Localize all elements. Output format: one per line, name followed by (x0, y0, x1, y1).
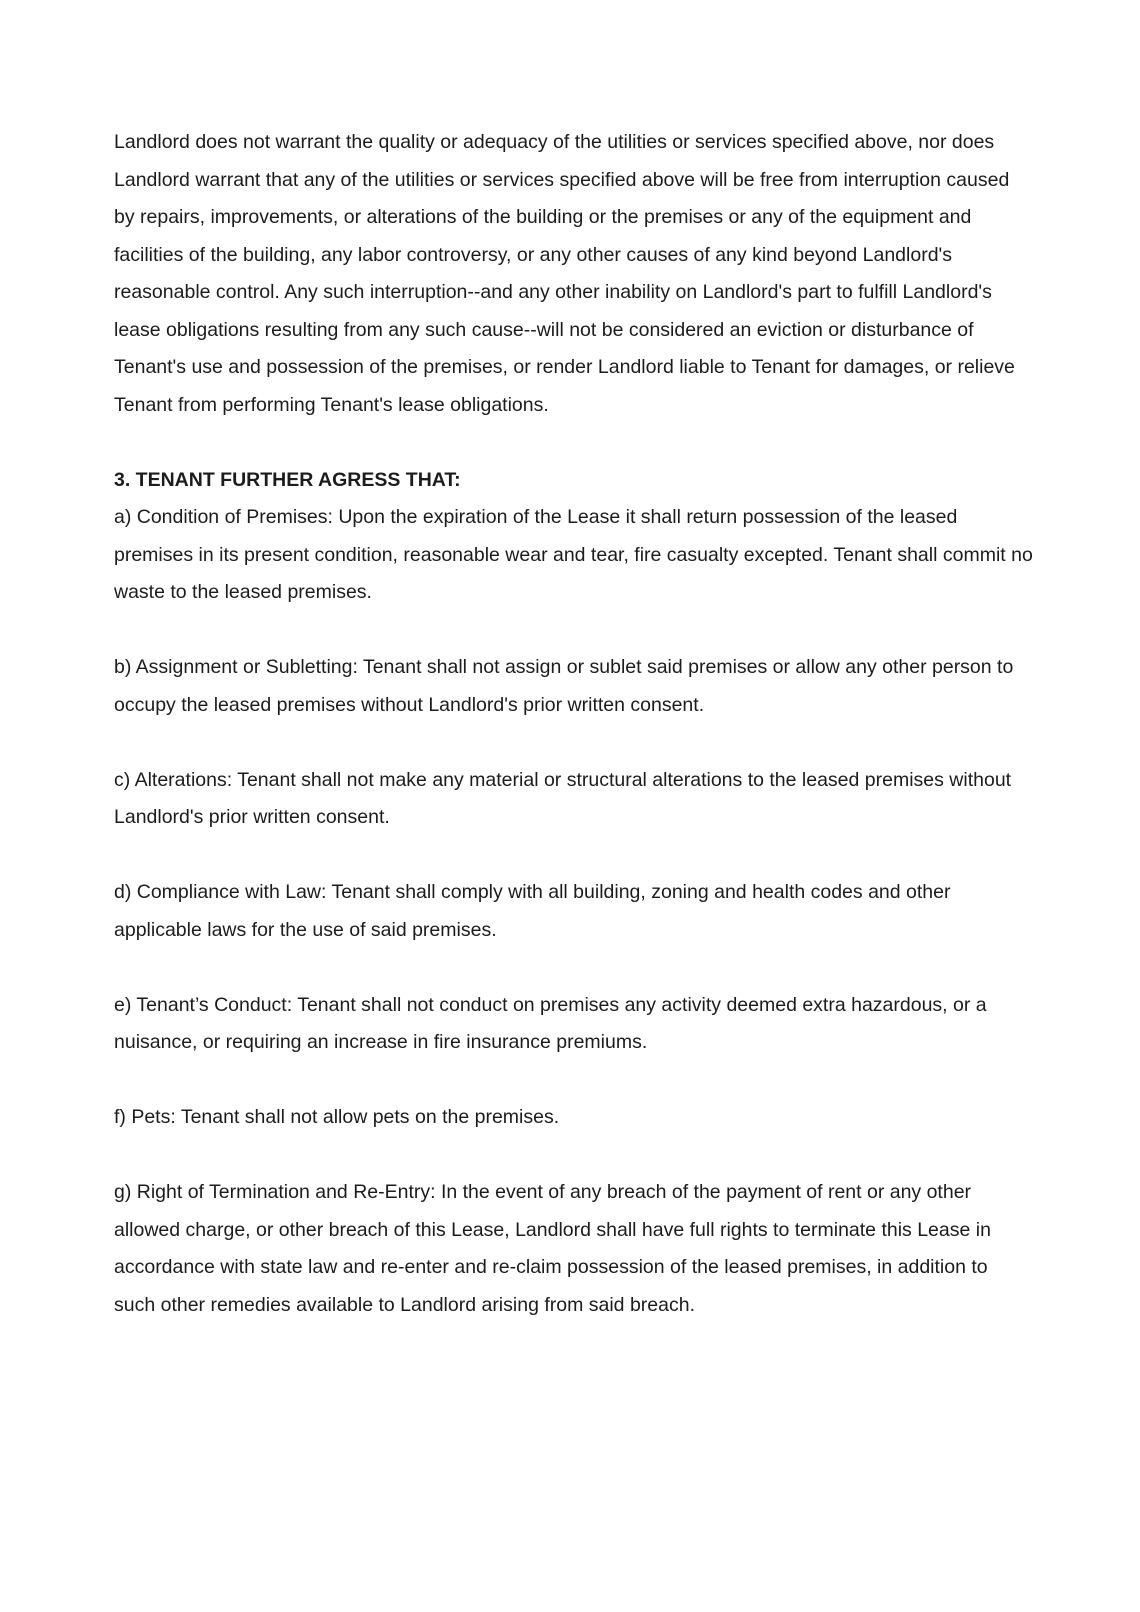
clause-alterations: c) Alterations: Tenant shall not make any material or structural alterations to the leased premises without Landlord's prior written consent. (114, 768, 1012, 828)
clause-tenants-conduct: e) Tenant’s Conduct: Tenant shall not conduct on premises any activity deemed extra hazardous, or a nuisance, or requiring an increase in fire insurance premiums. (114, 993, 987, 1053)
clause-pets: f) Pets: Tenant shall not allow pets on the premises. (114, 1106, 560, 1128)
clause-list (114, 499, 1034, 1324)
clause-compliance-with-law: d) Compliance with Law: Tenant shall comply with all building, zoning and health codes and other applicable laws for the use of said premises. (114, 881, 951, 941)
intro-paragraph: Landlord does not warrant the quality or adequacy of the utilities or services specified above, nor does Landlord warrant that any of the utilities or services specified above will be free from interruption caused by repairs, improvements, or alterations of the building or the premises or any of the equipment and facilities of the building, any labor controversy, or any other causes of any kind beyond Landlord's reasonable control. Any such interruption--and any other inability on Landlord's part to fulfill Landlord's lease obligations resulting from any such cause--will not be considered an eviction or disturbance of Tenant's use and possession of the premises, or render Landlord liable to Tenant for damages, or relieve Tenant from performing Tenant's lease obligations. (114, 131, 1015, 416)
clause-condition-of-premises: a) Condition of Premises: Upon the expiration of the Lease it shall return possession of the leased premises in its present condition, reasonable wear and tear, fire casualty excepted. Tenant shall commit no waste to the leased premises. (114, 506, 1033, 603)
section-heading: 3. TENANT FURTHER AGRESS THAT: (114, 468, 461, 491)
document-body (114, 124, 1034, 1324)
clause-assignment-or-subletting: b) Assignment or Subletting: Tenant shall not assign or sublet said premises or allow any other person to occupy the leased premises without Landlord's prior written consent. (114, 656, 1014, 716)
clause-right-of-termination: g) Right of Termination and Re-Entry: In the event of any breach of the payment of rent or any other allowed charge, or other breach of this Lease, Landlord shall have full rights to terminate this Lease in accordance with state law and re-enter and re-claim possession of the leased premises, in addition to such other remedies available to Landlord arising from said breach. (114, 1181, 991, 1316)
